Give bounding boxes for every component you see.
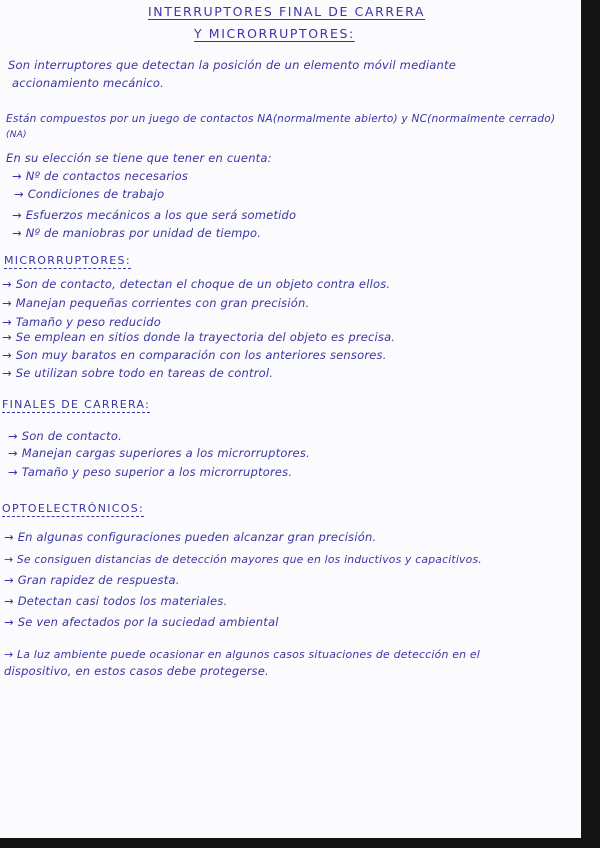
heading-microrruptores: MICRORRUPTORES:	[4, 254, 131, 267]
micro-item: → Son de contacto, detectan el choque de un objeto contra ellos.	[2, 277, 391, 291]
opto-item: → Se ven afectados por la suciedad ambiental	[4, 615, 279, 629]
finales-item: → Manejan cargas superiores a los microrruptores.	[8, 446, 310, 460]
title-line-2: Y MICRORRUPTORES:	[194, 26, 355, 41]
title-line-1: INTERRUPTORES FINAL DE CARRERA	[148, 4, 426, 19]
intro-contacts-line-2: (NA)	[6, 130, 27, 140]
intro-item: → Nº de contactos necesarios	[12, 169, 189, 183]
intro-item: → Condiciones de trabajo	[14, 187, 165, 201]
intro-item: → Esfuerzos mecánicos a los que será sometido	[12, 208, 297, 222]
opto-item: → Gran rapidez de respuesta.	[4, 573, 180, 587]
micro-item: → Se emplean en sitios donde la trayectoria del objeto es precisa.	[2, 330, 396, 344]
scan-edge-right	[581, 0, 600, 848]
opto-item: → Se consiguen distancias de detección mayores que en los inductivos y capacitivos.	[4, 553, 482, 566]
intro-line-1: Son interruptores que detectan la posición de un elemento móvil mediante	[8, 58, 456, 72]
opto-item: → Detectan casi todos los materiales.	[4, 594, 228, 608]
intro-item: → Nº de maniobras por unidad de tiempo.	[12, 226, 262, 240]
opto-item: → En algunas configuraciones pueden alcanzar gran precisión.	[4, 530, 377, 544]
opto-item-continued: dispositivo, en estos casos debe protegerse.	[4, 664, 269, 678]
intro-contacts-line-1: Están compuestos por un juego de contactos NA(normalmente abierto) y NC(normalmente cerrado)	[6, 113, 556, 125]
intro-line-2: accionamiento mecánico.	[12, 76, 164, 90]
micro-item: → Manejan pequeñas corrientes con gran precisión.	[2, 296, 310, 310]
finales-item: → Son de contacto.	[8, 429, 122, 443]
scan-edge-bottom	[0, 838, 600, 848]
heading-finales-de-carrera: FINALES DE CARRERA:	[2, 398, 151, 411]
intro-selection: En su elección se tiene que tener en cuenta:	[6, 151, 272, 165]
micro-item: → Tamaño y peso reducido	[2, 315, 161, 329]
finales-item: → Tamaño y peso superior a los microrruptores.	[8, 465, 293, 479]
heading-optoelectronicos: OPTOELECTRÓNICOS:	[2, 502, 144, 515]
micro-item: → Son muy baratos en comparación con los anteriores sensores.	[2, 348, 387, 362]
micro-item: → Se utilizan sobre todo en tareas de control.	[2, 366, 274, 380]
opto-item: → La luz ambiente puede ocasionar en algunos casos situaciones de detección en el	[4, 648, 480, 661]
